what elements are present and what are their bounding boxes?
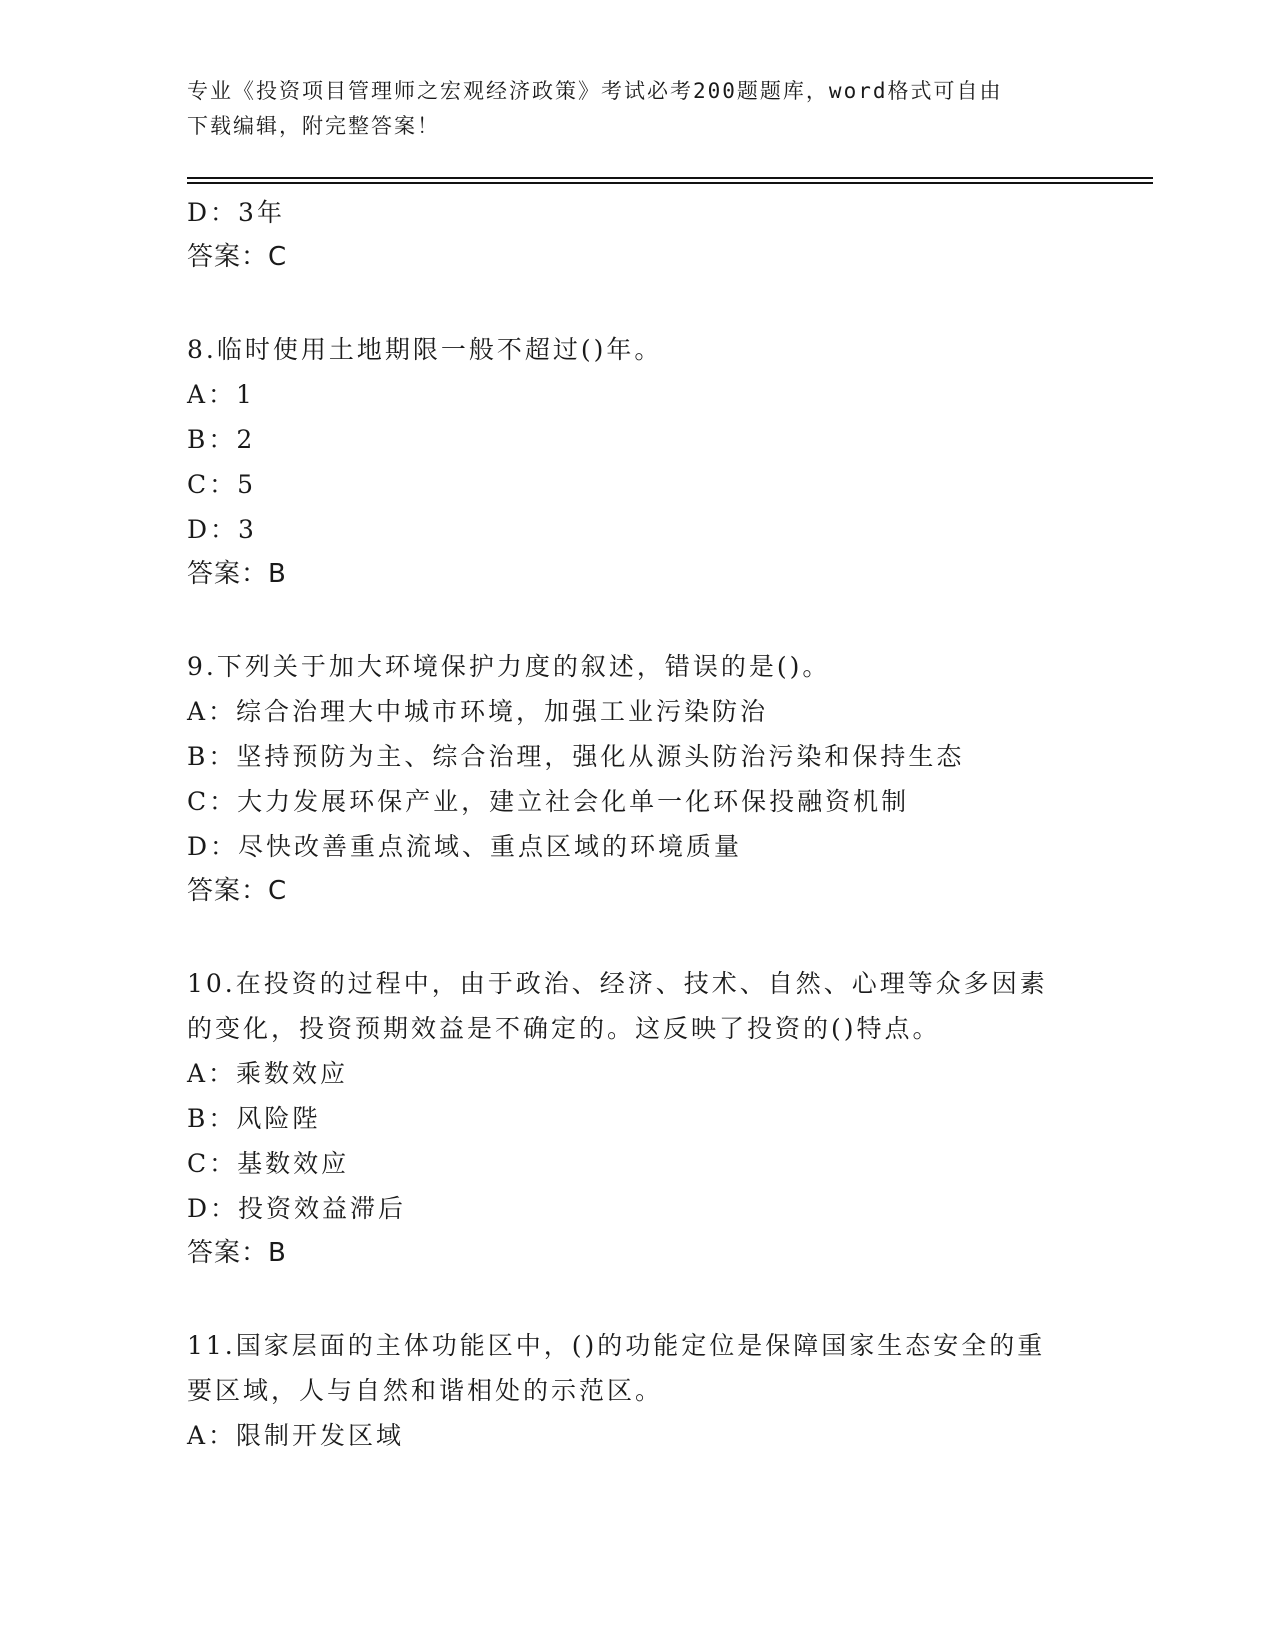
- option-line: D：3: [187, 515, 257, 544]
- option-line: B：坚持预防为主、综合治理，强化从源头防治污染和保持生态: [187, 742, 965, 771]
- question-stem-continued: 的变化，投资预期效益是不确定的。这反映了投资的()特点。: [187, 1014, 941, 1043]
- option-line: C：大力发展环保产业，建立社会化单一化环保投融资机制: [187, 787, 910, 816]
- header-rule-thin: [187, 177, 1153, 179]
- answer-line: 答案：B: [187, 559, 287, 589]
- spacer: [187, 280, 1087, 327]
- document-body: [187, 190, 1087, 1458]
- question-block: [187, 327, 1087, 597]
- question-stem: 8.临时使用土地期限一般不超过()年。: [187, 335, 663, 364]
- option-line: A：乘数效应: [187, 1059, 349, 1088]
- header-line-2: 下载编辑，附完整答案！: [187, 114, 440, 138]
- option-line: D：投资效益滞后: [187, 1194, 407, 1223]
- option-line: B：2: [187, 425, 256, 454]
- option-line: C：5: [187, 470, 257, 499]
- spacer: [187, 914, 1087, 961]
- question-block: [187, 644, 1087, 914]
- answer-line: 答案：B: [187, 1238, 287, 1268]
- question-block: [187, 961, 1087, 1276]
- question-stem: 11.国家层面的主体功能区中，()的功能定位是保障国家生态安全的重: [187, 1331, 1046, 1360]
- option-line: A：1: [187, 380, 255, 409]
- option-line: A：限制开发区域: [187, 1421, 405, 1450]
- option-line: D：3年: [187, 198, 285, 227]
- answer-line: 答案：C: [187, 242, 288, 272]
- header-rule-thick: [187, 182, 1153, 184]
- spacer: [187, 1276, 1087, 1323]
- option-line: B：风险陛: [187, 1104, 321, 1133]
- question-stem: 9.下列关于加大环境保护力度的叙述，错误的是()。: [187, 652, 831, 681]
- question-stem-continued: 要区域，人与自然和谐相处的示范区。: [187, 1376, 664, 1405]
- document-header: [187, 74, 1067, 144]
- header-line-1: 专业《投资项目管理师之宏观经济政策》考试必考200题题库，word格式可自由: [187, 79, 1003, 103]
- option-line: C：基数效应: [187, 1149, 350, 1178]
- question-block: [187, 1323, 1087, 1458]
- spacer: [187, 597, 1087, 644]
- option-line: A：综合治理大中城市环境，加强工业污染防治: [187, 697, 769, 726]
- question-stem: 10.在投资的过程中，由于政治、经济、技术、自然、心理等众多因素: [187, 969, 1048, 998]
- option-line: D：尽快改善重点流域、重点区域的环境质量: [187, 832, 743, 861]
- answer-line: 答案：C: [187, 876, 288, 906]
